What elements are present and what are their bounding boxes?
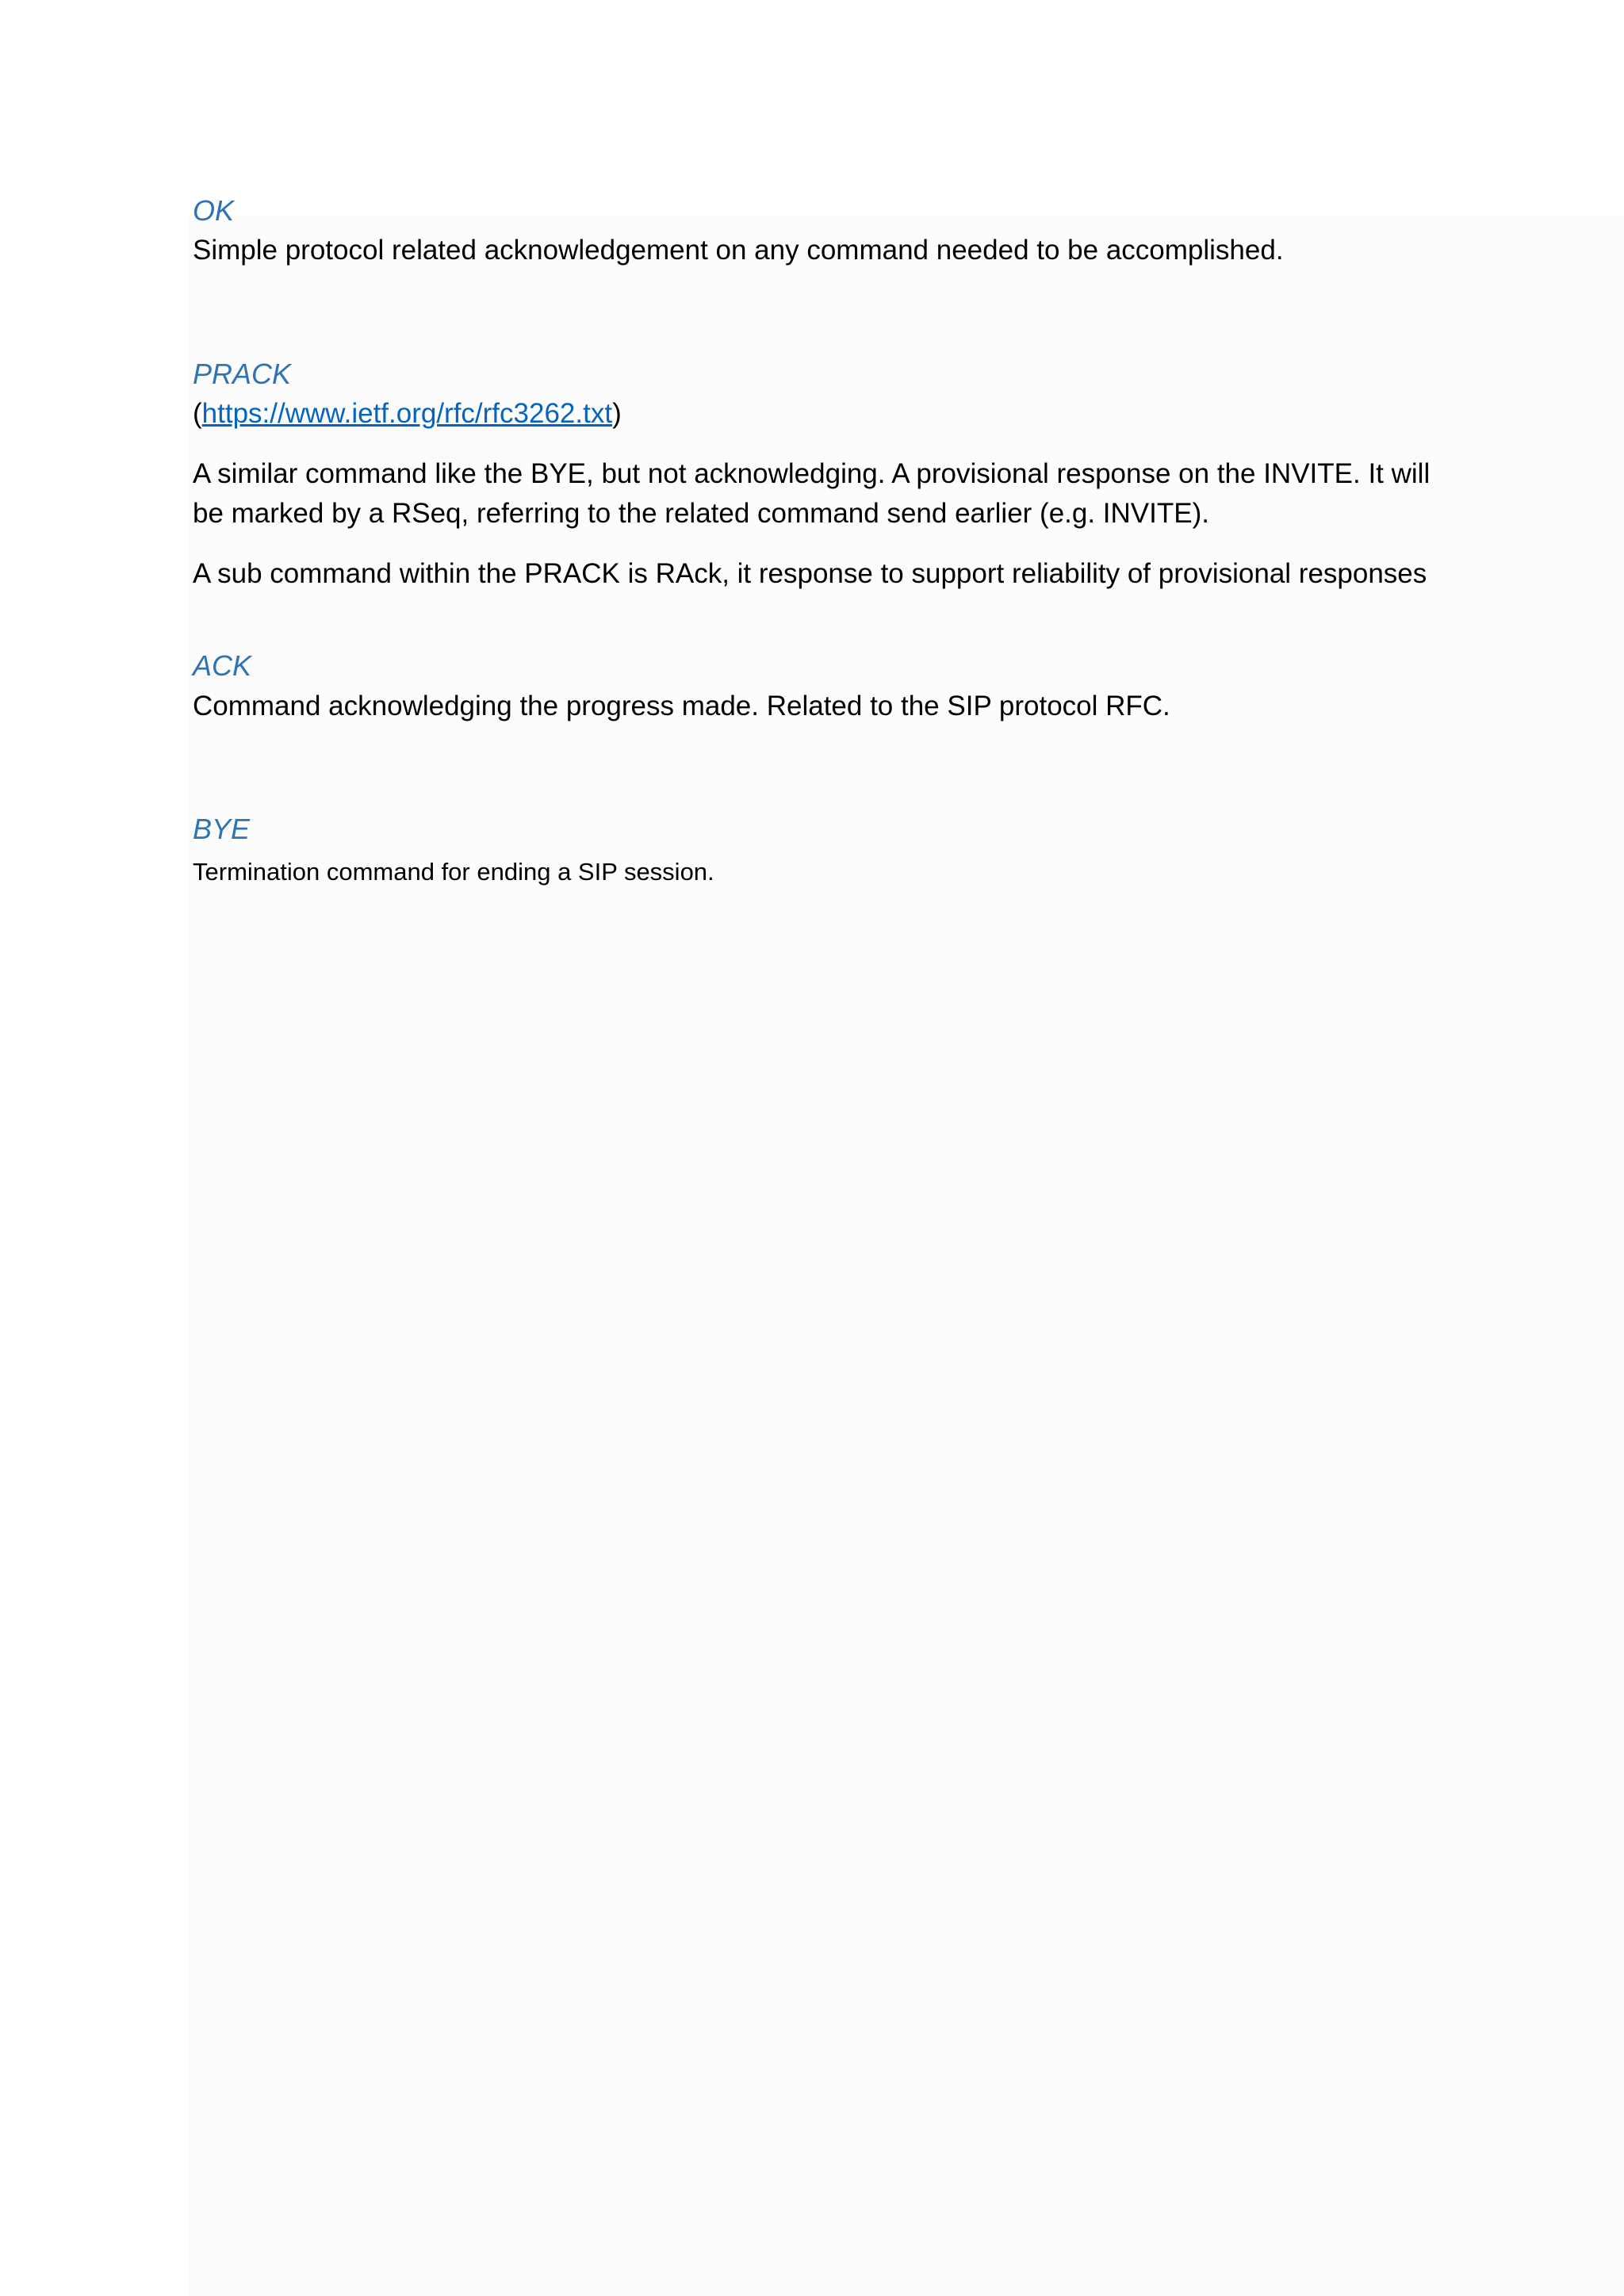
prack-paragraph-line-2: be marked by a RSeq, referring to the related command send earlier (e.g. INVITE). — [193, 498, 1209, 529]
reference-close-paren: ) — [612, 398, 622, 429]
section-body-ok: Simple protocol related acknowledgement on any command needed to be accomplished. — [193, 235, 1284, 266]
prack-paragraph-rack: A sub command within the PRACK is RAck, it response to support reliability of provisional responses — [193, 558, 1427, 589]
section-heading-ok: OK — [193, 194, 235, 227]
section-heading-bye: BYE — [193, 813, 251, 845]
section-body-ack: Command acknowledging the progress made. Related to the SIP protocol RFC. — [193, 691, 1170, 721]
prack-reference-line — [193, 394, 622, 434]
section-heading-prack: PRACK — [193, 358, 292, 390]
section-heading-ack: ACK — [193, 649, 252, 682]
section-body-bye: Termination command for ending a SIP session. — [193, 858, 714, 886]
rfc3262-link[interactable]: https://www.ietf.org/rfc/rfc3262.txt — [201, 398, 613, 429]
reference-open-paren: ( — [193, 398, 202, 429]
prack-paragraph-line-1: A similar command like the BYE, but not acknowledging. A provisional response on the INVITE. It will — [193, 458, 1431, 489]
